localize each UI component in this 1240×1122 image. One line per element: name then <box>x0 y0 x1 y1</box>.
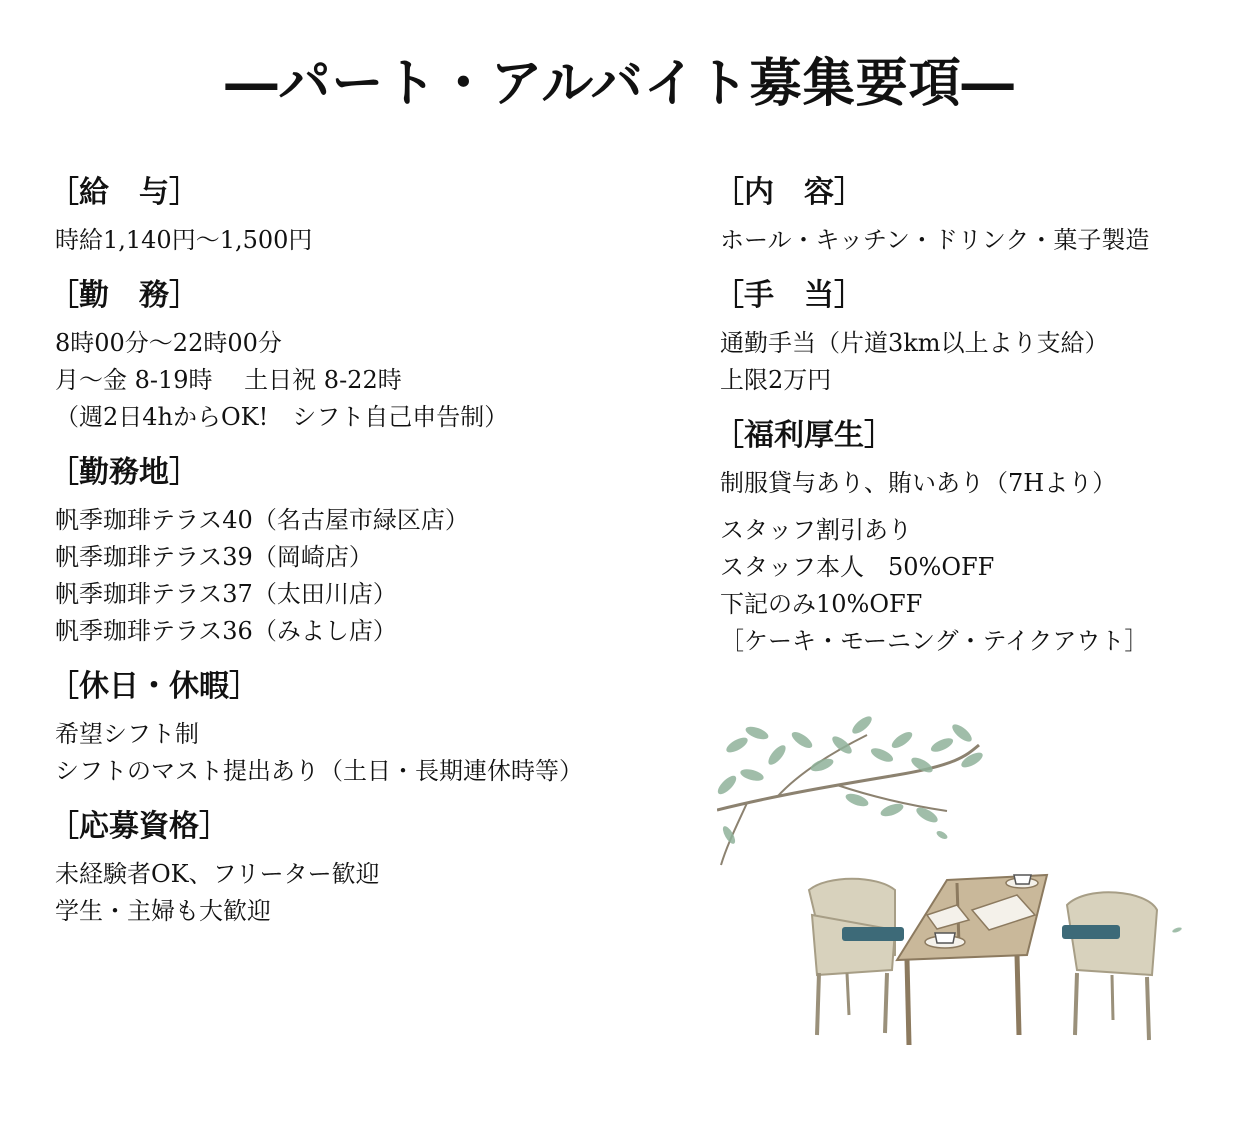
qualifications-line: 未経験者OK、フリーター歓迎 <box>55 860 380 888</box>
location-line: 帆季珈琲テラス37（太田川店） <box>55 580 397 608</box>
section-heading-holidays: ［休日・休暇］ <box>49 669 259 704</box>
table <box>897 875 1047 1045</box>
section-benefits <box>714 413 1220 660</box>
allowance-line: 上限2万円 <box>720 366 832 394</box>
left-chair <box>809 879 904 1035</box>
section-heading-location: ［勤務地］ <box>49 455 199 490</box>
section-job-content <box>714 170 1220 259</box>
discount-line: スタッフ本人 50%OFF <box>720 553 995 581</box>
section-qualifications <box>49 804 675 930</box>
section-location <box>49 450 675 650</box>
location-line: 帆季珈琲テラス40（名古屋市緑区店） <box>55 506 469 534</box>
location-line: 帆季珈琲テラス36（みよし店） <box>55 617 397 645</box>
section-heading-work-hours: ［勤 務］ <box>49 278 199 313</box>
work-hours-line: 8時00分～22時00分 <box>55 329 282 357</box>
section-holidays <box>49 664 675 790</box>
work-hours-line: 月～金 8-19時 土日祝 8-22時 <box>55 366 402 394</box>
holidays-line: シフトのマスト提出あり（土日・長期連休時等） <box>55 757 583 785</box>
discount-line: 下記のみ10%OFF <box>720 590 923 618</box>
allowance-line: 通勤手当（片道3km以上より支給） <box>720 329 1109 357</box>
section-heading-allowance: ［手 当］ <box>714 278 864 313</box>
left-column <box>49 170 675 944</box>
right-column <box>714 170 1220 674</box>
holidays-line: 希望シフト制 <box>55 720 199 748</box>
staff-discount-block <box>720 512 1220 660</box>
work-hours-line: （週2日4hからOK! シフト自己申告制） <box>55 403 509 431</box>
section-salary <box>49 170 675 259</box>
page-title: ―パート・アルバイト募集要項― <box>225 54 1015 114</box>
discount-line: スタッフ割引あり <box>720 516 912 544</box>
section-heading-job-content: ［内 容］ <box>714 175 864 210</box>
section-heading-benefits: ［福利厚生］ <box>714 418 894 453</box>
job-content-line: ホール・キッチン・ドリンク・菓子製造 <box>720 226 1150 254</box>
cafe-table-illustration <box>717 715 1197 1075</box>
qualifications-line: 学生・主婦も大歓迎 <box>55 897 271 925</box>
section-heading-qualifications: ［応募資格］ <box>49 809 229 844</box>
discount-line: ［ケーキ・モーニング・テイクアウト］ <box>720 627 1149 655</box>
section-work-hours <box>49 273 675 436</box>
section-allowance <box>714 273 1220 399</box>
salary-line: 時給1,140円～1,500円 <box>55 226 313 254</box>
location-line: 帆季珈琲テラス39（岡崎店） <box>55 543 373 571</box>
right-chair <box>1062 892 1157 1040</box>
benefits-line: 制服貸与あり、賄いあり（7Hより） <box>720 469 1117 497</box>
section-heading-salary: ［給 与］ <box>49 175 199 210</box>
